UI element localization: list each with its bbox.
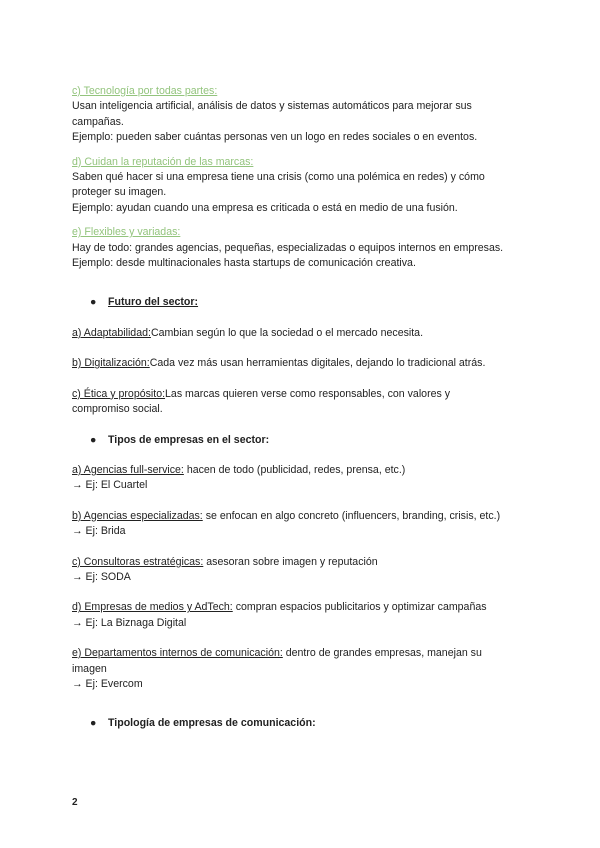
item-text: se enfocan en algo concreto (influencers, branding, crisis, etc.) bbox=[202, 509, 501, 522]
paragraph-line: Usan inteligencia artificial, análisis de datos y sistemas automáticos para mejorar sus bbox=[72, 100, 472, 113]
tipo-item-consultoras bbox=[72, 555, 532, 570]
bullet-icon: ● bbox=[90, 433, 97, 446]
item-text: Las marcas quieren verse como responsables, con valores y bbox=[165, 387, 451, 400]
tipo-item-example: → Ej: Evercom bbox=[72, 677, 143, 690]
section-flexibles bbox=[72, 225, 532, 271]
item-text: asesoran sobre imagen y reputación bbox=[203, 555, 378, 568]
item-text: Cada vez más usan herramientas digitales, dejando lo tradicional atrás. bbox=[149, 357, 486, 370]
bullet-heading-tipos bbox=[72, 433, 532, 448]
item-text: hacen de todo (publicidad, redes, prensa, etc.) bbox=[183, 463, 406, 476]
item-label: b) Agencias especializadas: bbox=[72, 509, 203, 522]
futuro-item-adaptabilidad bbox=[72, 326, 532, 341]
document-body bbox=[72, 84, 532, 732]
bullet-icon: ● bbox=[90, 296, 97, 309]
futuro-item-digitalizacion bbox=[72, 356, 532, 371]
section-heading: c) Tecnología por todas partes: bbox=[72, 85, 218, 97]
tipo-item-full-service bbox=[72, 463, 532, 478]
paragraph-line: Saben qué hacer si una empresa tiene una crisis (como una polémica en redes) y cómo bbox=[72, 171, 485, 184]
page-number: 2 bbox=[72, 797, 78, 808]
tipo-item-cont: imagen bbox=[72, 662, 107, 675]
section-reputacion bbox=[72, 155, 532, 217]
tipo-item-departamentos bbox=[72, 646, 532, 661]
bullet-heading-text: Tipología de empresas de comunicación: bbox=[108, 717, 316, 730]
tipo-item-medios-adtech bbox=[72, 600, 532, 615]
bullet-heading-futuro bbox=[72, 295, 532, 310]
section-heading: e) Flexibles y variadas: bbox=[72, 226, 181, 239]
tipo-item-example: → Ej: El Cuartel bbox=[72, 479, 148, 492]
item-label: a) Agencias full-service: bbox=[72, 463, 184, 476]
section-heading: d) Cuidan la reputación de las marcas: bbox=[72, 155, 254, 168]
item-label: e) Departamentos internos de comunicación: bbox=[72, 647, 283, 660]
tipo-item-example: → Ej: La Biznaga Digital bbox=[72, 616, 187, 629]
futuro-item-etica-cont: compromiso social. bbox=[72, 403, 163, 416]
bullet-heading-text: Futuro del sector: bbox=[108, 296, 199, 309]
paragraph-line: campañas. bbox=[72, 115, 124, 128]
item-label: c) Consultoras estratégicas: bbox=[72, 555, 204, 568]
item-text: compran espacios publicitarios y optimizar campañas bbox=[232, 601, 487, 614]
item-text: dentro de grandes empresas, manejan su bbox=[282, 647, 482, 660]
futuro-item-etica bbox=[72, 387, 532, 402]
section-tecnologia bbox=[72, 84, 532, 146]
item-label: c) Ética y propósito: bbox=[72, 387, 166, 400]
bullet-heading-tipologia bbox=[72, 716, 532, 731]
tipo-item-example: → Ej: Brida bbox=[72, 525, 126, 538]
item-label: d) Empresas de medios y AdTech: bbox=[72, 601, 233, 614]
example-line: Ejemplo: pueden saber cuántas personas ven un logo en redes sociales o en eventos. bbox=[72, 131, 478, 144]
example-line: Ejemplo: ayudan cuando una empresa es criticada o está en medio de una fusión. bbox=[72, 201, 458, 214]
tipo-item-especializadas bbox=[72, 509, 532, 524]
item-label: a) Adaptabilidad: bbox=[72, 326, 151, 339]
tipo-item-example: → Ej: SODA bbox=[72, 570, 131, 583]
bullet-heading-text: Tipos de empresas en el sector: bbox=[108, 433, 270, 446]
item-label: b) Digitalización: bbox=[72, 357, 150, 370]
bullet-icon: ● bbox=[90, 717, 97, 730]
paragraph-line: Hay de todo: grandes agencias, pequeñas, especializadas o equipos internos en empresas. bbox=[72, 241, 504, 254]
item-text: Cambian según lo que la sociedad o el mercado necesita. bbox=[150, 326, 424, 339]
example-line: Ejemplo: desde multinacionales hasta startups de comunicación creativa. bbox=[72, 257, 416, 270]
paragraph-line: proteger su imagen. bbox=[72, 186, 167, 199]
